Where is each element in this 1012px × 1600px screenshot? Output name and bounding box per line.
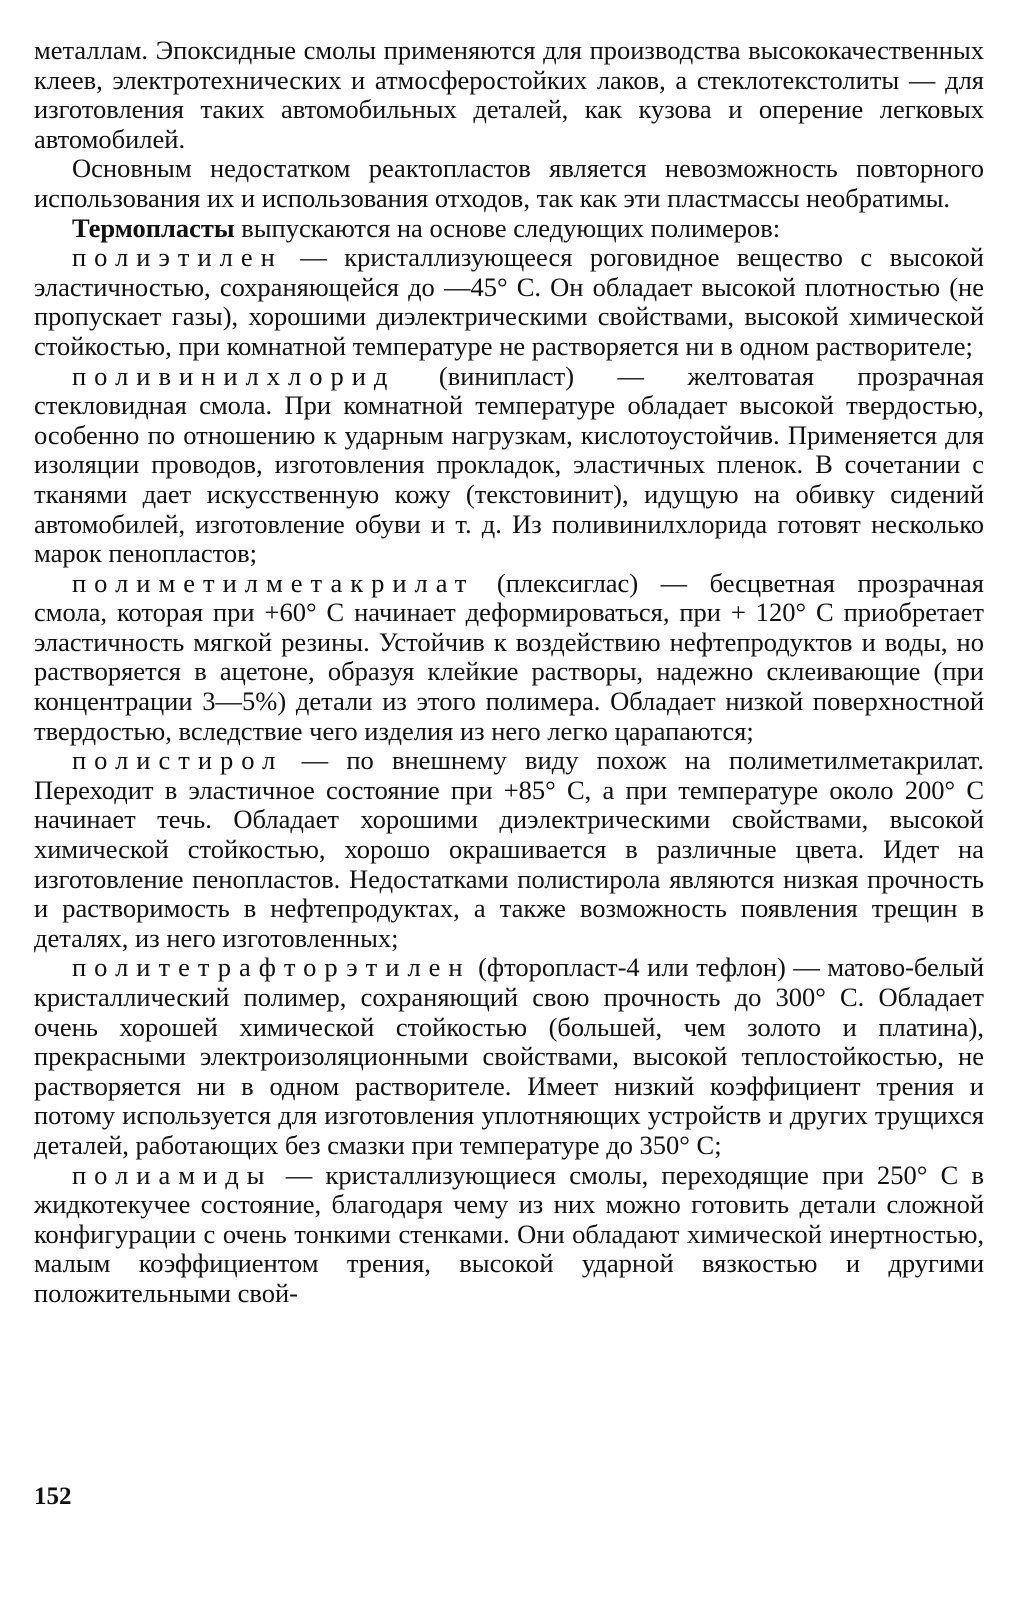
term-polyamides: полиамиды (72, 1159, 273, 1190)
term-thermoplastics: Термопласты (72, 212, 235, 243)
paragraph-text: — по внешнему виду похож на полиметилметакрилат. Переходит в эластичное состояние при +85° С, а при температуре около 200° С начинает течь. Обладает хорошими диэлектрическими свойствами, высокой химической стойкостью, хорошо окрашивается в различные цвета. Идет на изготовление пенопластов. Недостатками полистирола являются низкая прочность и растворимость в нефтепродуктах, а также возможность появления трещин в деталях, из него изготовленных; (34, 745, 984, 953)
term-polymethyl-methacrylate: полиметилметакрилат (72, 567, 475, 598)
paragraph-thermoplastics-intro (34, 214, 984, 244)
paragraph-text: — кристаллизующееся роговидное вещество с высокой эластичностью, сохраняющейся до —45° С. Он обладает высокой плотностью (не пропускает газы), хорошими диэлектрическими свойствами, высокой химической стойкостью, при комнатной температуре не растворяется ни в одном растворителе; (34, 242, 984, 361)
paragraph-pvc (34, 362, 984, 569)
paragraph-epoxy-continuation (34, 36, 984, 154)
term-polytetrafluoroethylene: политетрафторэтилен (72, 952, 471, 983)
page-body (34, 36, 984, 1309)
page-number: 152 (34, 1483, 72, 1510)
paragraph-polyamides (34, 1161, 984, 1309)
paragraph-reactoplast-disadvantage (34, 154, 984, 213)
paragraph-text: (винипласт) — желтоватая прозрачная стекловидная смола. При комнатной температуре обладает высокой твердостью, особенно по отношению к ударным нагрузкам, кислотоустойчив. Применяется для изоляции проводов, изготовления прокладок, эластичных пленок. В сочетании с тканями дает искусственную кожу (текстовинит), идущую на обивку сидений автомобилей, изготовление обуви и т. д. Из поливинилхлорида готовят несколько марок пенопластов; (34, 360, 984, 569)
paragraph-text: — кристаллизующиеся смолы, переходящие при 250° С в жидкотекучее состояние, благодаря чему из них можно готовить детали сложной конфигурации с очень тонкими стенками. Они обладают химической инертностью, малым коэффициентом трения, высокой ударной вязкостью и другими положительными свой- (34, 1159, 984, 1308)
paragraph-text: (фторопласт-4 или тефлон) — матово-белый кристаллический полимер, сохраняющий свою прочность до 300° С. Обладает очень хорошей химической стойкостью (большей, чем золото и платина), прекрасными электроизоляционными свойствами, высокой теплостойкостью, не растворяется ни в одном растворителе. Имеет низкий коэффициент трения и потому используется для изготовления уплотняющих устройств и других трущихся деталей, работающих без смазки при температуре до 350° С; (34, 952, 984, 1160)
paragraph-text: (плексиглас) — бесцветная прозрачная смола, которая при +60° С начинает деформироваться, при + 120° С приобретает эластичность мягкой резины. Устойчив к воздействию нефтепродуктов и воды, но растворяется в ацетоне, образуя клейкие растворы, надежно склеивающие (при концентрации 3—5%) детали из этого полимера. Обладает низкой поверхностной твердостью, вследствие чего изделия из него легко царапаются; (34, 567, 984, 746)
paragraph-polystyrene (34, 746, 984, 953)
paragraph-text: выпускаются на основе следующих полимеров: (234, 212, 781, 243)
paragraph-pmma (34, 569, 984, 747)
term-polystyrene: полистирол (72, 745, 284, 776)
paragraph-text: металлам. Эпоксидные смолы применяются для производства высококачественных клеев, электротехнических и атмосферостойких лаков, а стеклотекстолиты — для изготовления таких автомобильных деталей, как кузова и оперение легковых автомобилей. (34, 35, 984, 154)
paragraph-polyethylene (34, 243, 984, 361)
paragraph-ptfe (34, 953, 984, 1160)
paragraph-text: Основным недостатком реактопластов является невозможность повторного использования их и использования отходов, так как эти пластмассы необратимы. (34, 153, 984, 213)
term-polyethylene: полиэтилен (72, 242, 283, 273)
term-polyvinyl-chloride: поливинилхлорид (72, 360, 396, 391)
